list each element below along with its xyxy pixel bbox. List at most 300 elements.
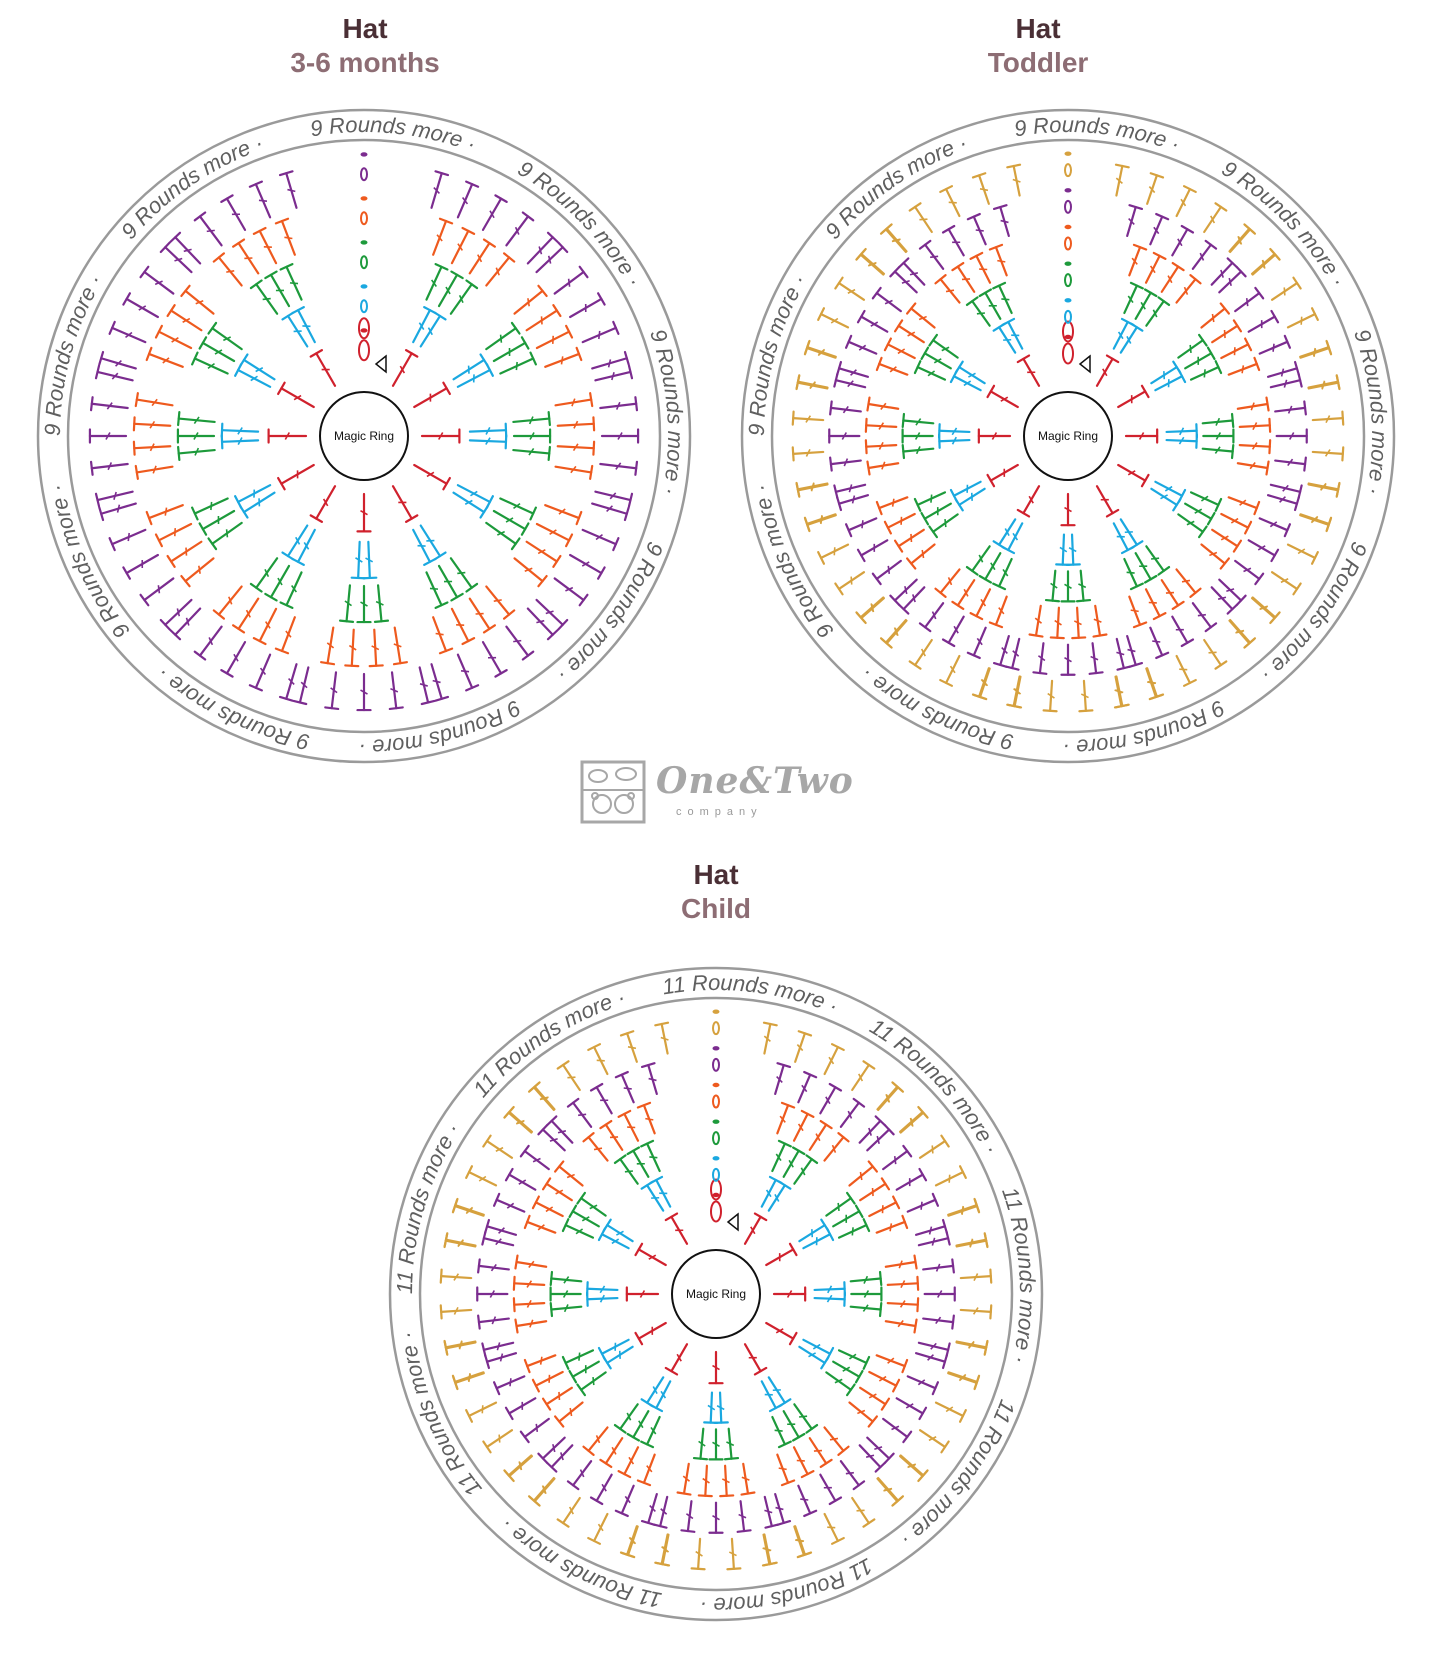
round-5-stitch <box>919 1343 950 1356</box>
round-3-stitch <box>486 323 519 349</box>
stitch-top-bar <box>558 1519 569 1526</box>
stitch-top-bar <box>443 478 450 489</box>
stitch-cross <box>461 671 469 672</box>
round-5-stitch <box>841 1461 864 1489</box>
stitch-top-bar <box>558 1061 569 1068</box>
round-2-stitch <box>587 1293 617 1306</box>
round-5-stitch <box>521 1419 549 1442</box>
round-2-stitch <box>704 1393 717 1423</box>
round-4-stitch <box>168 542 202 567</box>
round-5-stitch <box>860 1445 885 1471</box>
stitch-top-bar <box>692 1568 705 1569</box>
stitch-top-bar <box>1079 710 1092 711</box>
round-5-stitch <box>1271 485 1302 498</box>
stitch-top-bar <box>943 226 954 233</box>
stitch-top-bar <box>1293 278 1300 289</box>
round-2-stitch <box>240 354 274 379</box>
stitch-cross <box>558 1131 566 1133</box>
round-5-stitch <box>908 1194 938 1212</box>
round-3-stitch <box>563 1219 593 1237</box>
round-3-stitch <box>967 297 990 325</box>
stitch-top-bar <box>123 567 130 578</box>
stitch-top-bar <box>590 466 592 479</box>
logo-name: One&Two <box>656 760 854 802</box>
round-5-stitch <box>280 171 296 207</box>
round-4-stitch <box>1229 497 1259 514</box>
stitch-top-bar <box>195 652 205 660</box>
round-1-stitch <box>393 350 417 386</box>
stitch-top-bar <box>1199 526 1207 537</box>
round-4-stitch <box>935 275 959 302</box>
stitch-top-bar <box>543 1178 550 1189</box>
stitch-top-bar <box>635 397 637 410</box>
stitch-cross <box>1204 369 1205 377</box>
stitch-cross <box>290 283 298 284</box>
stitch-top-bar <box>1046 600 1059 601</box>
round-6-stitch <box>1313 412 1343 425</box>
round-5-stitch <box>920 603 943 631</box>
round-3-stitch <box>826 1372 854 1395</box>
stitch-top-bar <box>939 424 940 437</box>
stitch-top-bar <box>1269 419 1270 432</box>
round-4-stitch <box>886 1256 917 1269</box>
round-4-stitch <box>525 1216 555 1233</box>
round-5-stitch <box>873 561 901 584</box>
round-4-stitch <box>877 358 907 375</box>
round-5-stitch <box>925 1288 955 1301</box>
round-2-stitch <box>222 435 258 448</box>
round-5-stitch <box>506 213 533 246</box>
round-5-stitch <box>1127 636 1142 667</box>
chain-loop <box>361 212 367 224</box>
stitch-top-bar <box>1107 356 1118 363</box>
round-5-stitch <box>654 1497 667 1528</box>
stitch-cross <box>114 492 116 500</box>
round-6-stitch <box>940 656 959 686</box>
round-2-stitch <box>762 1381 782 1411</box>
round-5-stitch <box>250 182 270 218</box>
round-6-stitch <box>529 1478 554 1505</box>
round-1-stitch <box>1126 430 1157 443</box>
round-4-stitch <box>515 558 547 586</box>
stitch-cross <box>561 1452 563 1460</box>
round-4-stitch <box>1238 398 1269 411</box>
round-6-stitch <box>1116 165 1129 196</box>
slip-stitch-dot <box>361 196 368 200</box>
round-5-stitch <box>221 195 245 229</box>
round-6-stitch <box>797 375 828 388</box>
starting-chain <box>711 1009 738 1230</box>
round-1-stitch <box>414 383 450 407</box>
stitch-top-bar <box>1116 165 1129 168</box>
stitch-cross <box>1218 597 1226 599</box>
round-4-stitch <box>583 1133 607 1160</box>
stitch-top-bar <box>1173 263 1184 270</box>
round-2-stitch <box>815 1282 845 1295</box>
chain-loop <box>361 300 367 312</box>
ring-label-segment: 11 Rounds more · <box>865 1013 1005 1159</box>
stitch-top-bar <box>1199 335 1207 346</box>
round-5-stitch <box>899 258 924 284</box>
round-6-stitch <box>961 1305 991 1318</box>
stitch-cross <box>259 200 267 201</box>
round-4-stitch <box>345 630 358 666</box>
round-2-stitch <box>282 312 307 346</box>
round-6-stitch <box>1230 621 1255 648</box>
stitch-top-bar <box>141 595 149 605</box>
round-4-stitch <box>321 628 334 665</box>
slip-stitch-dot <box>361 240 368 244</box>
chain-loop <box>713 1096 719 1108</box>
stitch-top-bar <box>521 1146 529 1156</box>
stitch-top-bar <box>941 1441 948 1452</box>
round-6-stitch <box>881 620 906 647</box>
round-6-stitch <box>588 1044 607 1074</box>
round-2-stitch <box>1167 424 1197 437</box>
stitch-cross <box>649 1157 657 1158</box>
stitch-cross <box>799 1416 807 1417</box>
round-4-stitch <box>935 569 959 596</box>
round-3-stitch <box>839 1350 869 1368</box>
round-4-stitch <box>619 1447 638 1477</box>
round-5-stitch <box>919 1232 950 1246</box>
round-2-stitch <box>235 485 270 508</box>
round-5-stitch <box>1212 587 1237 613</box>
stitch-top-bar <box>96 494 99 507</box>
round-4-stitch <box>877 1355 907 1372</box>
round-4-stitch <box>895 320 924 342</box>
round-5-stitch <box>506 1169 535 1190</box>
stitch-top-bar <box>451 594 462 601</box>
stitch-cross <box>609 359 611 367</box>
stitch-top-bar <box>1342 447 1343 460</box>
chart-1-crochet-diagram <box>24 96 704 776</box>
stitch-top-bar <box>278 478 285 489</box>
round-6-stitch <box>1253 250 1280 275</box>
stitch-top-bar <box>793 1148 804 1155</box>
stitch-top-bar <box>980 576 991 583</box>
stitch-top-bar <box>522 523 529 534</box>
round-4-stitch <box>1201 544 1228 568</box>
round-5-stitch <box>710 1503 723 1533</box>
ring-label-segment: 11 Rounds more · <box>495 1512 664 1613</box>
round-5-stitch <box>568 1099 591 1127</box>
round-4-stitch <box>537 524 572 546</box>
round-4-stitch <box>1072 608 1085 638</box>
round-5-stitch <box>1172 617 1193 646</box>
round-5-stitch <box>1260 518 1290 536</box>
stitch-top-bar <box>593 417 594 430</box>
round-4-stitch <box>824 1427 848 1454</box>
round-5-stitch <box>860 1116 885 1142</box>
stitch-cross <box>849 484 851 492</box>
round-5-stitch <box>994 205 1009 236</box>
round-3-stitch <box>209 523 242 549</box>
stitch-top-bar <box>1044 710 1057 711</box>
stitch-top-bar <box>699 1495 712 1496</box>
round-1-stitch <box>278 383 314 407</box>
round-6-stitch <box>910 640 932 669</box>
stitch-top-bar <box>1072 637 1085 638</box>
round-4-stitch <box>742 1464 755 1495</box>
stitch-top-bar <box>1107 510 1118 516</box>
round-5-stitch <box>161 600 192 630</box>
stitch-top-bar <box>793 1434 804 1441</box>
round-6-stitch <box>764 1023 777 1054</box>
stitch-top-bar <box>793 447 794 460</box>
stitch-top-bar <box>523 652 533 660</box>
round-5-stitch <box>171 233 201 264</box>
stitch-top-bar <box>1342 412 1343 425</box>
round-5-stitch <box>798 1486 816 1516</box>
stitch-group-4 <box>774 1200 991 1388</box>
starting-chain <box>359 152 386 372</box>
stitch-top-bar <box>570 1206 577 1217</box>
round-5-stitch <box>1127 205 1142 236</box>
round-5-stitch <box>482 1342 513 1356</box>
ring-label-segment: 9 Rounds more · <box>645 325 689 498</box>
round-5-stitch <box>96 366 133 381</box>
round-6-stitch <box>621 1031 637 1062</box>
stitch-top-bar <box>515 1320 517 1333</box>
round-5-stitch <box>195 627 222 660</box>
chain-loop <box>1065 164 1071 176</box>
stitch-top-bar <box>1051 637 1064 638</box>
round-4-stitch <box>276 219 295 255</box>
round-2-stitch <box>363 542 376 578</box>
round-4-stitch <box>1238 462 1269 475</box>
stitch-top-bar <box>725 1458 738 1459</box>
round-5-stitch <box>432 171 448 207</box>
round-6-stitch <box>1204 203 1226 232</box>
stitch-top-bar <box>882 1178 889 1189</box>
stitch-cross <box>187 618 189 626</box>
round-1-stitch <box>269 430 306 443</box>
round-6-stitch <box>793 412 823 425</box>
round-4-stitch <box>515 1256 546 1269</box>
stitch-top-bar <box>1266 462 1268 475</box>
round-5-stitch <box>916 1220 947 1235</box>
round-4-stitch <box>971 253 990 283</box>
round-2-stitch <box>650 1177 670 1207</box>
round-5-stitch <box>458 182 478 218</box>
round-4-stitch <box>866 440 896 453</box>
stitch-cross <box>1190 345 1191 353</box>
round-5-stitch <box>538 1438 564 1463</box>
round-5-stitch <box>600 462 637 475</box>
round-5-stitch <box>1193 241 1216 269</box>
ring-label-segment: 9 Rounds more · <box>1217 155 1352 291</box>
stitch-top-bar <box>704 1422 717 1423</box>
stitch-cross <box>922 550 923 558</box>
round-6-stitch <box>794 1526 810 1557</box>
stitch-top-bar <box>1304 458 1306 471</box>
round-3-stitch <box>281 572 302 608</box>
round-4-stitch <box>895 530 924 552</box>
round-5-stitch <box>494 1376 524 1394</box>
stitch-top-bar <box>1145 290 1156 297</box>
round-2-stitch <box>470 435 506 448</box>
stitch-top-bar <box>600 1121 611 1128</box>
round-6-stitch <box>1204 640 1226 669</box>
stitch-top-bar <box>484 625 495 632</box>
stitch-cross <box>931 495 932 503</box>
stitch-top-bar <box>821 1357 828 1368</box>
stitch-top-bar <box>375 621 388 622</box>
stitch-top-bar <box>1131 324 1142 331</box>
stitch-top-bar <box>636 1244 643 1255</box>
stitch-top-bar <box>600 1460 611 1467</box>
stitch-cross <box>207 230 215 231</box>
round-2-stitch <box>1114 523 1134 553</box>
round-4-stitch <box>168 305 202 330</box>
round-2-stitch <box>1167 435 1197 448</box>
stitch-top-bar <box>604 1220 611 1231</box>
stitch-top-bar <box>793 412 794 425</box>
stitch-group-11 <box>797 225 1018 407</box>
stitch-top-bar <box>1158 297 1169 305</box>
round-1-stitch <box>358 494 371 531</box>
start-arrow <box>376 356 386 372</box>
round-5-stitch <box>458 655 478 691</box>
stitch-top-bar <box>311 515 322 522</box>
round-6-stitch <box>1044 681 1057 711</box>
round-5-stitch <box>642 1063 657 1094</box>
chart-3-heading <box>516 858 916 926</box>
stitch-top-bar <box>863 1061 874 1068</box>
round-3-stitch <box>1178 335 1206 358</box>
stitch-group-10 <box>441 1200 658 1388</box>
round-2-stitch <box>815 1293 845 1306</box>
round-4-stitch <box>877 497 907 514</box>
round-6-stitch <box>692 1539 705 1569</box>
round-6-stitch <box>1147 173 1163 204</box>
stitch-top-bar <box>666 1368 677 1375</box>
stitch-top-bar <box>1234 541 1241 552</box>
slip-stitch-dot <box>1065 225 1072 229</box>
stitch-top-bar <box>755 1368 766 1375</box>
round-1-stitch <box>666 1214 687 1244</box>
round-2-stitch <box>470 424 506 437</box>
round-3-stitch <box>551 1303 582 1316</box>
round-4-stitch <box>1162 263 1184 292</box>
round-4-stitch <box>543 1178 572 1200</box>
stitch-top-bar <box>895 541 902 552</box>
round-2-stitch <box>1067 535 1080 565</box>
ring-label-segment: 11 Rounds more · <box>394 1329 487 1502</box>
stitch-cross <box>174 259 182 261</box>
round-5-stitch <box>846 518 876 536</box>
stitch-top-bar <box>577 1193 585 1204</box>
round-4-stitch <box>525 1355 555 1372</box>
round-3-stitch <box>1203 430 1233 443</box>
stitch-cross <box>199 566 200 574</box>
round-2-stitch <box>951 482 981 502</box>
round-4-stitch <box>638 1103 655 1133</box>
round-6-stitch <box>936 1166 966 1185</box>
chart-3-title: Hat <box>693 859 739 890</box>
round-3-stitch <box>694 1429 707 1460</box>
round-4-stitch <box>699 1466 712 1496</box>
round-1-stitch <box>393 486 417 522</box>
stitch-cross <box>895 1156 896 1164</box>
round-1-stitch <box>636 1323 666 1344</box>
round-4-stitch <box>136 466 173 479</box>
round-3-stitch <box>993 559 1011 589</box>
round-5-stitch <box>99 352 135 368</box>
round-5-stitch <box>1150 214 1168 244</box>
round-6-stitch <box>961 1270 991 1283</box>
round-4-stitch <box>1176 275 1200 302</box>
chain-loop <box>1063 344 1073 364</box>
round-3-stitch <box>1077 571 1090 602</box>
round-6-stitch <box>1115 677 1128 708</box>
round-1-stitch <box>1118 386 1148 407</box>
stitch-cross <box>536 621 544 623</box>
stitch-top-bar <box>325 707 338 709</box>
stitch-top-bar <box>806 1155 817 1163</box>
stitch-top-bar <box>221 195 232 202</box>
ring-label-segment: 9 Rounds more · <box>820 129 971 244</box>
round-6-stitch <box>957 1234 988 1247</box>
round-5-stitch <box>775 1494 790 1525</box>
round-4-stitch <box>849 1402 876 1426</box>
stitch-group-5 <box>414 465 628 629</box>
stitch-cross <box>1226 589 1234 591</box>
round-5-stitch <box>1268 362 1299 377</box>
stitch-top-bar <box>441 1305 442 1318</box>
round-5-stitch <box>583 322 619 342</box>
chart-1-title: Hat <box>342 13 388 44</box>
stitch-cross <box>570 1408 571 1416</box>
stitch-top-bar <box>797 483 800 496</box>
round-4-stitch <box>794 1447 813 1477</box>
round-4-stitch <box>1146 589 1165 619</box>
round-5-stitch <box>798 1072 816 1102</box>
round-4-stitch <box>886 1320 917 1333</box>
stitch-top-bar <box>790 1333 797 1344</box>
round-6-stitch <box>727 1539 740 1569</box>
stitch-top-bar <box>1158 567 1169 575</box>
stitch-top-bar <box>570 1371 577 1382</box>
stitch-cross <box>1247 298 1248 306</box>
stitch-cross <box>1152 641 1160 642</box>
stitch-top-bar <box>134 442 135 455</box>
round-3-stitch <box>358 586 371 622</box>
round-3-stitch <box>915 492 945 510</box>
ring-label-segment: 9 Rounds more · <box>358 695 526 761</box>
stitch-cross <box>776 1508 784 1510</box>
stitch-top-bar <box>1206 623 1216 631</box>
stitch-top-bar <box>178 412 179 425</box>
stitch-cross <box>800 1499 808 1500</box>
stitch-cross <box>593 1377 594 1385</box>
stitch-top-bar <box>168 305 175 316</box>
round-5-stitch <box>1268 495 1299 510</box>
round-5-stitch <box>195 213 222 246</box>
round-4-stitch <box>678 1464 691 1495</box>
round-5-stitch <box>96 492 133 507</box>
round-6-stitch <box>878 1479 903 1506</box>
round-4-stitch <box>860 1388 889 1410</box>
round-1-stitch <box>627 1288 658 1301</box>
round-3-stitch <box>577 1372 605 1395</box>
stitch-top-bar <box>790 1244 797 1255</box>
round-5-stitch <box>506 1398 535 1419</box>
round-4-stitch <box>147 348 183 367</box>
stitch-top-bar <box>522 337 529 348</box>
ring-label-segment: 9 Rounds more · <box>1062 695 1230 761</box>
